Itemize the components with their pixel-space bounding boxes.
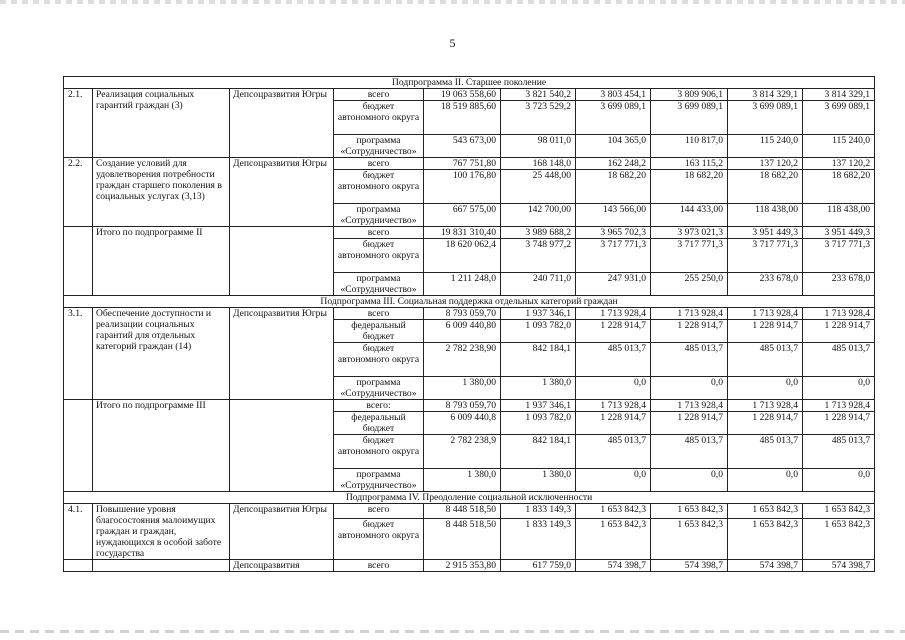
amount-cell: 3 989 688,2 [501,227,576,239]
amount-cell: 233 678,0 [728,273,803,296]
amount-cell: 18 682,20 [728,170,803,204]
amount-cell: 255 250,0 [651,273,728,296]
amount-cell: 3 717 771,3 [576,239,651,273]
amount-cell: 3 814 329,1 [803,89,875,101]
activity-name: Обеспечение доступности и реализации социальных гарантий для отдельных категорий граждан (14) [93,308,230,400]
amount-cell: 1 833 149,3 [501,518,576,559]
amount-cell: 485 013,7 [651,435,728,469]
funding-source: всего [334,89,424,101]
section-row [64,296,875,308]
scan-edge-bottom [0,630,905,633]
amount-cell: 1 380,00 [424,377,501,400]
amount-cell: 485 013,7 [803,343,875,377]
amount-cell: 543 673,00 [424,135,501,158]
amount-cell: 3 973 021,3 [651,227,728,239]
amount-cell: 485 013,7 [651,343,728,377]
amount-cell: 1 653 842,3 [651,518,728,559]
amount-cell: 104 365,0 [576,135,651,158]
amount-cell: 574 398,7 [728,560,803,572]
amount-cell: 1 228 914,7 [803,412,875,435]
funding-source: программа «Сотрудничество» [334,469,424,492]
amount-cell: 3 748 977,2 [501,239,576,273]
funding-source: бюджет автономного округа [334,239,424,273]
amount-cell: 1 653 842,3 [576,518,651,559]
amount-cell: 137 120,2 [728,158,803,170]
executor [230,227,334,296]
table-row [64,158,875,170]
amount-cell: 0,0 [728,469,803,492]
amount-cell: 1 228 914,7 [576,320,651,343]
amount-cell: 18 682,20 [576,170,651,204]
funding-source: всего: [334,400,424,412]
amount-cell: 1 228 914,7 [576,412,651,435]
funding-source: бюджет автономного округа [334,170,424,204]
funding-source: бюджет автономного округа [334,101,424,135]
amount-cell: 1 653 842,3 [728,518,803,559]
section-title: Подпрограмма II. Старшее поколение [64,77,875,89]
amount-cell: 1 228 914,7 [728,320,803,343]
amount-cell: 1 653 842,3 [576,504,651,519]
funding-source: бюджет автономного округа [334,343,424,377]
amount-cell: 1 713 928,4 [728,308,803,320]
budget-table [63,76,875,572]
funding-source: всего [334,227,424,239]
amount-cell: 2 782 238,9 [424,435,501,469]
amount-cell: 3 717 771,3 [728,239,803,273]
amount-cell: 0,0 [576,377,651,400]
row-number [64,227,93,296]
amount-cell: 1 380,0 [501,469,576,492]
amount-cell: 8 448 518,50 [424,504,501,519]
amount-cell: 118 438,00 [728,204,803,227]
amount-cell: 3 699 089,1 [728,101,803,135]
amount-cell: 3 951 449,3 [728,227,803,239]
amount-cell: 3 821 540,2 [501,89,576,101]
section-row [64,492,875,504]
amount-cell: 19 063 558,60 [424,89,501,101]
amount-cell: 842 184,1 [501,435,576,469]
row-number: 2.2. [64,158,93,227]
funding-source: бюджет автономного округа [334,435,424,469]
amount-cell: 18 682,20 [803,170,875,204]
amount-cell: 0,0 [803,469,875,492]
amount-cell: 3 803 454,1 [576,89,651,101]
amount-cell: 574 398,7 [803,560,875,572]
amount-cell: 1 653 842,3 [803,518,875,559]
funding-source: федеральный бюджет [334,320,424,343]
amount-cell: 1 653 842,3 [803,504,875,519]
amount-cell: 574 398,7 [651,560,728,572]
amount-cell: 143 566,00 [576,204,651,227]
amount-cell: 485 013,7 [728,435,803,469]
table-row [64,560,875,572]
amount-cell: 1 380,0 [424,469,501,492]
amount-cell: 110 817,0 [651,135,728,158]
funding-source: программа «Сотрудничество» [334,273,424,296]
amount-cell: 1 093 782,0 [501,412,576,435]
table-row [64,308,875,320]
amount-cell: 485 013,7 [803,435,875,469]
amount-cell: 19 831 310,40 [424,227,501,239]
amount-cell: 842 184,1 [501,343,576,377]
executor: Депсоцразвития Югры [230,504,334,560]
executor [230,400,334,492]
funding-source: программа «Сотрудничество» [334,204,424,227]
row-number: 4.1. [64,504,93,560]
amount-cell: 1 713 928,4 [651,308,728,320]
amount-cell: 233 678,0 [803,273,875,296]
amount-cell: 240 711,0 [501,273,576,296]
amount-cell: 18 682,20 [651,170,728,204]
amount-cell: 0,0 [803,377,875,400]
amount-cell: 8 448 518,50 [424,518,501,559]
amount-cell: 3 699 089,1 [803,101,875,135]
amount-cell: 1 228 914,7 [728,412,803,435]
amount-cell: 3 717 771,3 [803,239,875,273]
funding-source: всего [334,504,424,519]
amount-cell: 168 148,0 [501,158,576,170]
amount-cell: 3 965 702,3 [576,227,651,239]
amount-cell: 3 951 449,3 [803,227,875,239]
amount-cell: 1 228 914,7 [651,320,728,343]
table-body [64,77,875,572]
amount-cell: 617 759,0 [501,560,576,572]
amount-cell: 8 793 059,70 [424,308,501,320]
funding-source: программа «Сотрудничество» [334,377,424,400]
executor: Депсоцразвития [230,560,334,572]
amount-cell: 162 248,2 [576,158,651,170]
amount-cell: 98 011,0 [501,135,576,158]
amount-cell: 0,0 [728,377,803,400]
amount-cell: 1 713 928,4 [803,400,875,412]
amount-cell: 1 228 914,7 [803,320,875,343]
table-row [64,504,875,519]
amount-cell: 0,0 [576,469,651,492]
amount-cell: 3 723 529,2 [501,101,576,135]
amount-cell: 485 013,7 [576,343,651,377]
activity-name: Итого по подпрограмме II [93,227,230,296]
amount-cell: 247 931,0 [576,273,651,296]
activity-name: Повышение уровня благосостояния малоимущих граждан и граждан, нуждающихся в особой заботе государства [93,504,230,560]
amount-cell: 25 448,00 [501,170,576,204]
table-row [64,227,875,239]
amount-cell: 667 575,00 [424,204,501,227]
page-number: 5 [449,36,456,50]
amount-cell: 115 240,0 [803,135,875,158]
amount-cell: 3 809 906,1 [651,89,728,101]
executor: Депсоцразвития Югры [230,308,334,400]
amount-cell: 767 751,80 [424,158,501,170]
amount-cell: 1 228 914,7 [651,412,728,435]
amount-cell: 137 120,2 [803,158,875,170]
scan-edge-top [0,0,905,4]
amount-cell: 1 713 928,4 [651,400,728,412]
amount-cell: 2 782 238,90 [424,343,501,377]
section-title: Подпрограмма III. Социальная поддержка отдельных категорий граждан [64,296,875,308]
amount-cell: 0,0 [651,469,728,492]
amount-cell: 1 937 346,1 [501,400,576,412]
amount-cell: 100 176,80 [424,170,501,204]
amount-cell: 1 713 928,4 [576,400,651,412]
amount-cell: 2 915 353,80 [424,560,501,572]
amount-cell: 1 937 346,1 [501,308,576,320]
amount-cell: 3 814 329,1 [728,89,803,101]
amount-cell: 1 833 149,3 [501,504,576,519]
amount-cell: 574 398,7 [576,560,651,572]
activity-name: Реализация социальных гарантий граждан (3) [93,89,230,158]
activity-name: Итого по подпрограмме III [93,400,230,492]
funding-source: бюджет автономного округа [334,518,424,559]
row-number [64,400,93,492]
amount-cell: 3 699 089,1 [576,101,651,135]
table-row [64,89,875,101]
amount-cell: 115 240,0 [728,135,803,158]
funding-source: всего [334,308,424,320]
amount-cell: 485 013,7 [728,343,803,377]
row-number [64,560,93,572]
row-number: 3.1. [64,308,93,400]
amount-cell: 144 433,00 [651,204,728,227]
amount-cell: 1 713 928,4 [728,400,803,412]
amount-cell: 18 519 885,60 [424,101,501,135]
amount-cell: 1 380,0 [501,377,576,400]
amount-cell: 1 211 248,0 [424,273,501,296]
amount-cell: 118 438,00 [803,204,875,227]
amount-cell: 8 793 059,70 [424,400,501,412]
amount-cell: 18 620 062,4 [424,239,501,273]
amount-cell: 6 009 440,80 [424,320,501,343]
amount-cell: 142 700,00 [501,204,576,227]
funding-source: федеральный бюджет [334,412,424,435]
amount-cell: 485 013,7 [576,435,651,469]
executor: Депсоцразвития Югры [230,89,334,158]
amount-cell: 1 653 842,3 [728,504,803,519]
table-row [64,400,875,412]
activity-name [93,560,230,572]
amount-cell: 1 653 842,3 [651,504,728,519]
amount-cell: 1 713 928,4 [803,308,875,320]
funding-source: всего [334,158,424,170]
amount-cell: 163 115,2 [651,158,728,170]
amount-cell: 6 009 440,8 [424,412,501,435]
amount-cell: 0,0 [651,377,728,400]
section-row [64,77,875,89]
amount-cell: 1 713 928,4 [576,308,651,320]
amount-cell: 3 717 771,3 [651,239,728,273]
row-number: 2.1. [64,89,93,158]
section-title: Подпрограмма IV. Преодоление социальной исключенности [64,492,875,504]
executor: Депсоцразвития Югры [230,158,334,227]
funding-source: всего [334,560,424,572]
activity-name: Создание условий для удовлетворения потребности граждан старшего поколения в социальных услугах (3,13) [93,158,230,227]
amount-cell: 1 093 782,0 [501,320,576,343]
funding-source: программа «Сотрудничество» [334,135,424,158]
amount-cell: 3 699 089,1 [651,101,728,135]
